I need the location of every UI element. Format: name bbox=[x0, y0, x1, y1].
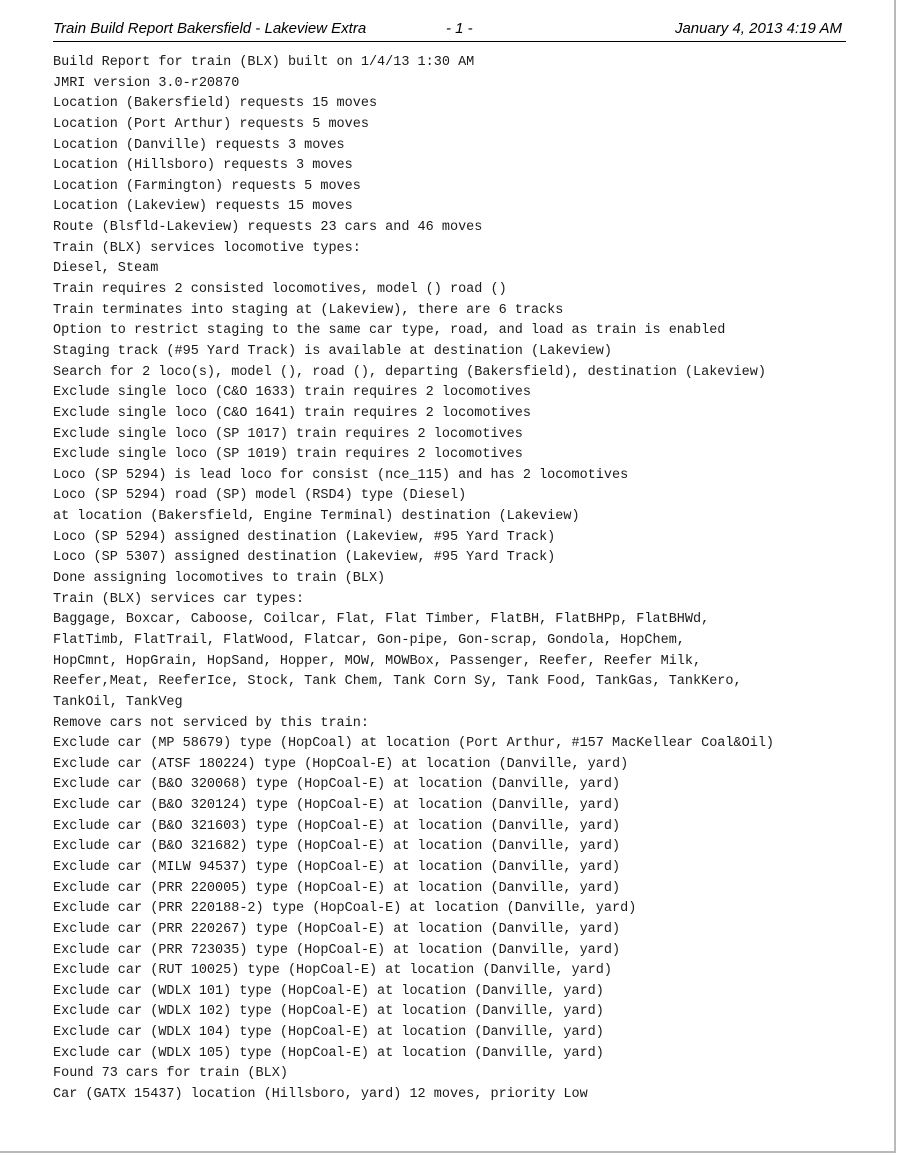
report-body bbox=[53, 53, 853, 1106]
report-line: Location (Port Arthur) requests 5 moves bbox=[53, 116, 369, 132]
report-line: Exclude car (B&O 321603) type (HopCoal-E) at location (Danville, yard) bbox=[53, 818, 621, 834]
report-line: Train (BLX) services locomotive types: bbox=[53, 240, 361, 256]
report-line: Found 73 cars for train (BLX) bbox=[53, 1066, 288, 1082]
report-line: Train terminates into staging at (Lakeview), there are 6 tracks bbox=[53, 302, 564, 318]
page-number: - 1 - bbox=[446, 20, 473, 37]
report-line: Reefer,Meat, ReeferIce, Stock, Tank Chem, Tank Corn Sy, Tank Food, TankGas, TankKero, bbox=[53, 674, 742, 690]
report-line: Car (GATX 15437) location (Hillsboro, yard) 12 moves, priority Low bbox=[53, 1087, 588, 1103]
report-line: Exclude car (PRR 220267) type (HopCoal-E) at location (Danville, yard) bbox=[53, 921, 621, 937]
report-line: Exclude car (RUT 10025) type (HopCoal-E) at location (Danville, yard) bbox=[53, 963, 612, 979]
report-line: at location (Bakersfield, Engine Terminal) destination (Lakeview) bbox=[53, 509, 580, 525]
report-line: Exclude car (PRR 220188-2) type (HopCoal-E) at location (Danville, yard) bbox=[53, 901, 637, 917]
report-date: January 4, 2013 4:19 AM bbox=[674, 20, 842, 37]
report-line: Done assigning locomotives to train (BLX) bbox=[53, 571, 386, 587]
report-title: Train Build Report Bakersfield - Lakeview Extra bbox=[53, 20, 367, 37]
report-line: Build Report for train (BLX) built on 1/4/13 1:30 AM bbox=[53, 55, 475, 70]
report-line: Exclude car (ATSF 180224) type (HopCoal-E) at location (Danville, yard) bbox=[53, 756, 629, 772]
report-line: Exclude car (PRR 220005) type (HopCoal-E) at location (Danville, yard) bbox=[53, 880, 621, 896]
report-line: Route (Blsfld-Lakeview) requests 23 cars and 46 moves bbox=[53, 220, 483, 236]
report-line: JMRI version 3.0-r20870 bbox=[53, 75, 240, 91]
report-line: Exclude single loco (C&O 1641) train requires 2 locomotives bbox=[53, 405, 531, 421]
report-line: Exclude car (MILW 94537) type (HopCoal-E) at location (Danville, yard) bbox=[53, 859, 621, 875]
report-line: Exclude single loco (SP 1019) train requires 2 locomotives bbox=[53, 447, 523, 463]
report-line: Exclude car (PRR 723035) type (HopCoal-E) at location (Danville, yard) bbox=[53, 942, 621, 958]
report-line: Exclude car (B&O 320124) type (HopCoal-E) at location (Danville, yard) bbox=[53, 798, 621, 814]
report-line: Exclude car (B&O 321682) type (HopCoal-E) at location (Danville, yard) bbox=[53, 839, 621, 855]
report-line: Location (Hillsboro) requests 3 moves bbox=[53, 158, 353, 174]
report-line: Option to restrict staging to the same car type, road, and load as train is enabled bbox=[53, 323, 726, 339]
report-line: Loco (SP 5307) assigned destination (Lakeview, #95 Yard Track) bbox=[53, 550, 556, 566]
report-line: Exclude car (B&O 320068) type (HopCoal-E) at location (Danville, yard) bbox=[53, 777, 621, 793]
report-line: Location (Bakersfield) requests 15 moves bbox=[53, 96, 378, 112]
report-line: Search for 2 loco(s), model (), road (), departing (Bakersfield), destination (Lakeview) bbox=[53, 364, 766, 380]
report-line: Train (BLX) services car types: bbox=[53, 591, 305, 607]
report-line: Loco (SP 5294) is lead loco for consist (nce_115) and has 2 locomotives bbox=[53, 467, 629, 483]
report-line: Loco (SP 5294) road (SP) model (RSD4) type (Diesel) bbox=[53, 488, 467, 504]
report-line: Location (Danville) requests 3 moves bbox=[53, 137, 345, 153]
report-line: Remove cars not serviced by this train: bbox=[53, 715, 369, 731]
report-line: FlatTimb, FlatTrail, FlatWood, Flatcar, Gon-pipe, Gon-scrap, Gondola, HopChem, bbox=[53, 632, 685, 648]
report-line: Exclude single loco (C&O 1633) train requires 2 locomotives bbox=[53, 385, 531, 401]
report-line: Exclude car (MP 58679) type (HopCoal) at location (Port Arthur, #157 MacKellear Coal&Oil) bbox=[53, 736, 775, 752]
report-line: Exclude single loco (SP 1017) train requires 2 locomotives bbox=[53, 426, 523, 442]
report-line: Exclude car (WDLX 101) type (HopCoal-E) at location (Danville, yard) bbox=[53, 983, 604, 999]
report-line: Exclude car (WDLX 104) type (HopCoal-E) at location (Danville, yard) bbox=[53, 1025, 604, 1041]
page-header bbox=[53, 19, 846, 42]
report-line: Exclude car (WDLX 102) type (HopCoal-E) at location (Danville, yard) bbox=[53, 1004, 604, 1020]
report-line: Exclude car (WDLX 105) type (HopCoal-E) at location (Danville, yard) bbox=[53, 1045, 604, 1061]
report-line: HopCmnt, HopGrain, HopSand, Hopper, MOW, MOWBox, Passenger, Reefer, Reefer Milk, bbox=[53, 653, 702, 669]
report-line: Location (Farmington) requests 5 moves bbox=[53, 178, 361, 194]
report-line: TankOil, TankVeg bbox=[53, 694, 183, 710]
report-line: Location (Lakeview) requests 15 moves bbox=[53, 199, 353, 215]
report-line: Baggage, Boxcar, Caboose, Coilcar, Flat, Flat Timber, FlatBH, FlatBHPp, FlatBHWd, bbox=[53, 612, 710, 628]
report-line: Loco (SP 5294) assigned destination (Lakeview, #95 Yard Track) bbox=[53, 529, 556, 545]
report-line: Staging track (#95 Yard Track) is available at destination (Lakeview) bbox=[53, 343, 612, 359]
report-line: Diesel, Steam bbox=[53, 261, 159, 277]
report-line: Train requires 2 consisted locomotives, model () road () bbox=[53, 282, 507, 298]
